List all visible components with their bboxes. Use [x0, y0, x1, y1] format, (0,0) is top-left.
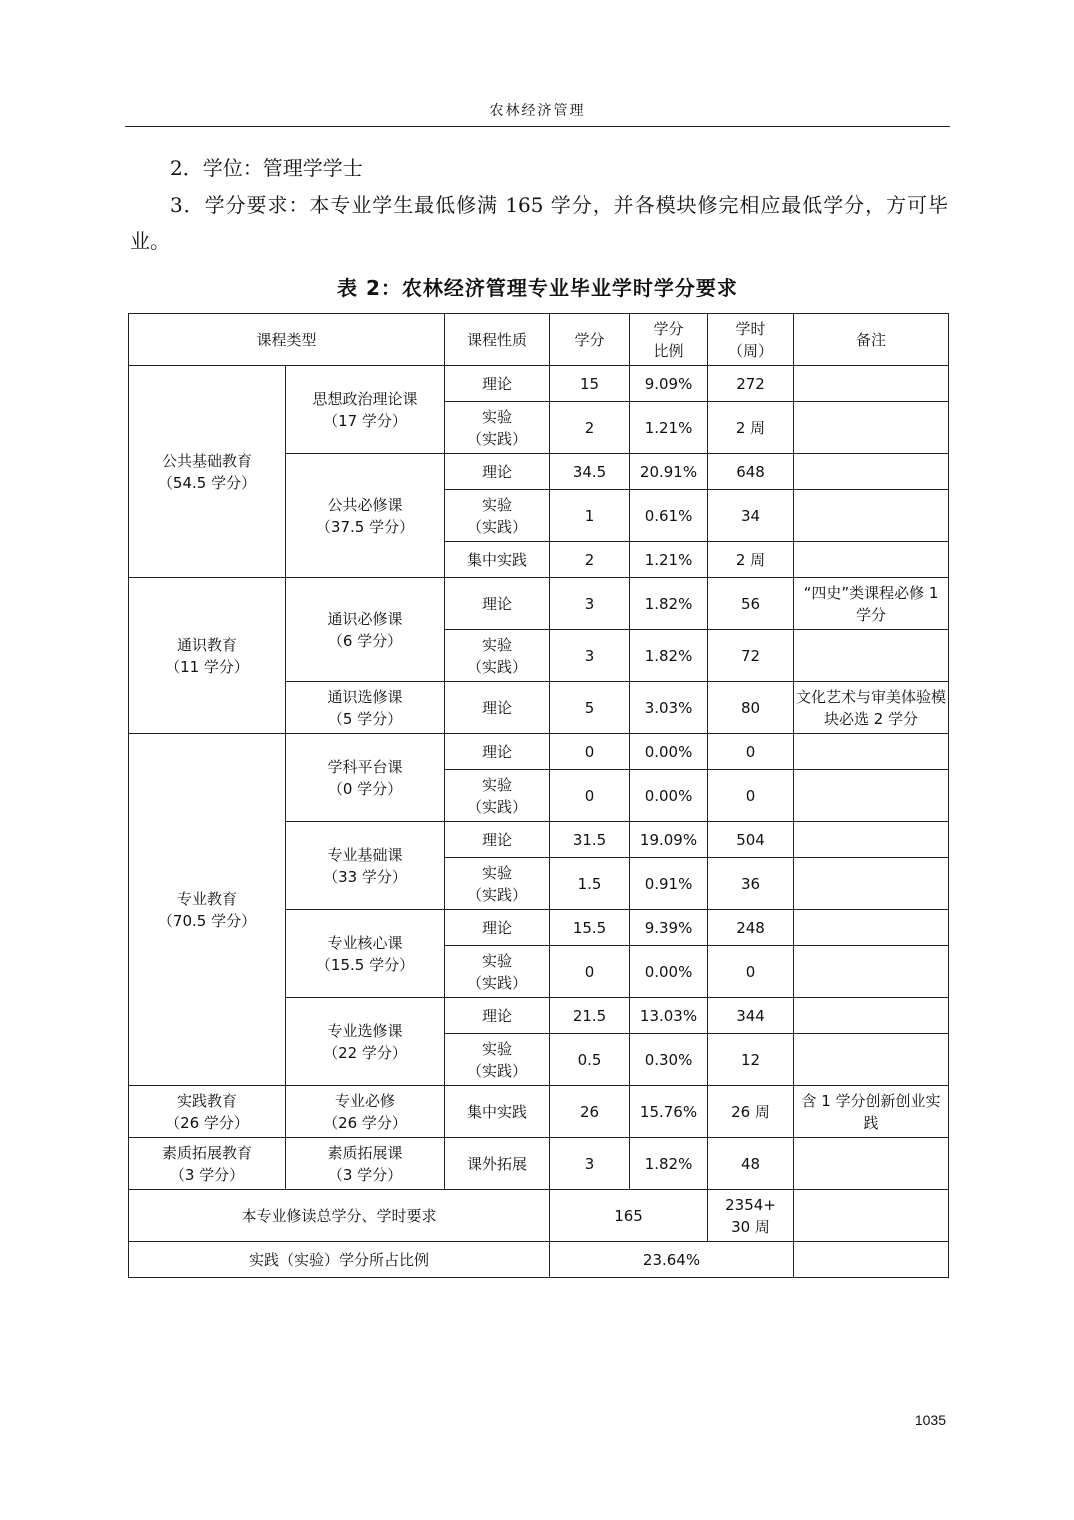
cell-credits: 0 [550, 770, 630, 822]
cell-ratio: 9.39% [630, 910, 708, 946]
cell-credits: 1.5 [550, 858, 630, 910]
cell-note: “四史”类课程必修 1 学分 [794, 578, 949, 630]
cell-nature: 理论 [445, 454, 550, 490]
cell-hours: 344 [708, 998, 794, 1034]
cell-ratio: 15.76% [630, 1086, 708, 1138]
cell-note [794, 490, 949, 542]
cell-note [794, 1034, 949, 1086]
cell-ratio: 20.91% [630, 454, 708, 490]
cell-credits: 21.5 [550, 998, 630, 1034]
totals-credits: 165 [550, 1190, 708, 1242]
cell-nature: 实验 （实践） [445, 402, 550, 454]
cell-nature: 课外拓展 [445, 1138, 550, 1190]
cell-nature: 理论 [445, 910, 550, 946]
cell-ratio: 0.00% [630, 770, 708, 822]
cell-credits: 3 [550, 578, 630, 630]
cell-note [794, 822, 949, 858]
sub-ideological-political: 思想政治理论课 （17 学分） [286, 366, 445, 454]
cell-ratio: 9.09% [630, 366, 708, 402]
practice-ratio-label: 实践（实验）学分所占比例 [129, 1242, 550, 1278]
cell-note [794, 910, 949, 946]
cell-ratio: 13.03% [630, 998, 708, 1034]
cell-nature: 实验 （实践） [445, 490, 550, 542]
running-header: 农林经济管理 [125, 96, 950, 127]
sub-major-elective: 专业选修课 （22 学分） [286, 998, 445, 1086]
cell-hours: 12 [708, 1034, 794, 1086]
cell-hours: 648 [708, 454, 794, 490]
cell-credits: 0.5 [550, 1034, 630, 1086]
cell-credits: 3 [550, 630, 630, 682]
cell-hours: 0 [708, 770, 794, 822]
totals-hours: 2354+ 30 周 [708, 1190, 794, 1242]
cell-credits: 0 [550, 734, 630, 770]
degree-paragraph: 2．学位：管理学学士 [170, 156, 363, 180]
cell-ratio: 1.82% [630, 630, 708, 682]
cell-nature: 理论 [445, 998, 550, 1034]
group-quality-extension: 素质拓展教育 （3 学分） [129, 1138, 286, 1190]
table-row [129, 578, 949, 630]
cell-note [794, 454, 949, 490]
cell-credits: 5 [550, 682, 630, 734]
cell-ratio: 0.30% [630, 1034, 708, 1086]
cell-nature: 实验 （实践） [445, 946, 550, 998]
cell-nature: 理论 [445, 822, 550, 858]
sub-discipline-platform: 学科平台课 （0 学分） [286, 734, 445, 822]
credit-requirements-table [128, 313, 949, 1278]
totals-note [794, 1190, 949, 1242]
credit-requirement-paragraph: 3．学分要求：本专业学生最低修满 165 学分，并各模块修完相应最低学分，方可毕业。 [130, 193, 948, 253]
cell-credits: 1 [550, 490, 630, 542]
cell-credits: 0 [550, 946, 630, 998]
cell-note [794, 858, 949, 910]
totals-label: 本专业修读总学分、学时要求 [129, 1190, 550, 1242]
cell-ratio: 1.21% [630, 542, 708, 578]
cell-hours: 0 [708, 734, 794, 770]
header-course-type: 课程类型 [129, 314, 445, 366]
cell-nature: 集中实践 [445, 1086, 550, 1138]
cell-note: 文化艺术与审美体验模块必选 2 学分 [794, 682, 949, 734]
cell-note [794, 770, 949, 822]
table-row [129, 1138, 949, 1190]
cell-nature: 理论 [445, 682, 550, 734]
cell-hours: 80 [708, 682, 794, 734]
cell-hours: 26 周 [708, 1086, 794, 1138]
table-row [129, 734, 949, 770]
cell-credits: 26 [550, 1086, 630, 1138]
cell-hours: 56 [708, 578, 794, 630]
cell-ratio: 3.03% [630, 682, 708, 734]
table-header-row [129, 314, 949, 366]
header-credits: 学分 [550, 314, 630, 366]
table-row [129, 1086, 949, 1138]
cell-hours: 272 [708, 366, 794, 402]
table-caption: 表 2：农林经济管理专业毕业学时学分要求 [337, 276, 738, 300]
cell-credits: 2 [550, 402, 630, 454]
cell-note [794, 998, 949, 1034]
cell-hours: 2 周 [708, 542, 794, 578]
sub-major-required: 专业必修 （26 学分） [286, 1086, 445, 1138]
cell-nature: 理论 [445, 578, 550, 630]
cell-nature: 实验 （实践） [445, 770, 550, 822]
cell-note [794, 1138, 949, 1190]
cell-ratio: 19.09% [630, 822, 708, 858]
cell-credits: 31.5 [550, 822, 630, 858]
header-course-nature: 课程性质 [445, 314, 550, 366]
group-practice-education: 实践教育 （26 学分） [129, 1086, 286, 1138]
cell-nature: 实验 （实践） [445, 630, 550, 682]
cell-credits: 34.5 [550, 454, 630, 490]
cell-ratio: 0.61% [630, 490, 708, 542]
cell-note: 含 1 学分创新创业实践 [794, 1086, 949, 1138]
cell-hours: 248 [708, 910, 794, 946]
group-public-basic: 公共基础教育 （54.5 学分） [129, 366, 286, 578]
sub-major-foundation: 专业基础课 （33 学分） [286, 822, 445, 910]
cell-hours: 36 [708, 858, 794, 910]
header-credit-ratio: 学分 比例 [630, 314, 708, 366]
cell-note [794, 402, 949, 454]
sub-public-required: 公共必修课 （37.5 学分） [286, 454, 445, 578]
cell-hours: 0 [708, 946, 794, 998]
cell-nature: 集中实践 [445, 542, 550, 578]
header-hours: 学时 （周） [708, 314, 794, 366]
cell-note [794, 366, 949, 402]
cell-nature: 理论 [445, 734, 550, 770]
table-row [129, 366, 949, 402]
sub-major-core: 专业核心课 （15.5 学分） [286, 910, 445, 998]
cell-note [794, 630, 949, 682]
cell-hours: 72 [708, 630, 794, 682]
totals-row [129, 1190, 949, 1242]
cell-note [794, 946, 949, 998]
group-general-education: 通识教育 （11 学分） [129, 578, 286, 734]
cell-hours: 2 周 [708, 402, 794, 454]
cell-ratio: 0.00% [630, 734, 708, 770]
cell-hours: 504 [708, 822, 794, 858]
cell-note [794, 734, 949, 770]
cell-hours: 48 [708, 1138, 794, 1190]
cell-credits: 3 [550, 1138, 630, 1190]
cell-nature: 实验 （实践） [445, 1034, 550, 1086]
cell-nature: 实验 （实践） [445, 858, 550, 910]
cell-nature: 理论 [445, 366, 550, 402]
cell-ratio: 1.82% [630, 1138, 708, 1190]
cell-ratio: 1.21% [630, 402, 708, 454]
cell-note [794, 542, 949, 578]
cell-credits: 15 [550, 366, 630, 402]
cell-ratio: 0.91% [630, 858, 708, 910]
sub-quality-course: 素质拓展课 （3 学分） [286, 1138, 445, 1190]
cell-credits: 2 [550, 542, 630, 578]
cell-ratio: 1.82% [630, 578, 708, 630]
practice-ratio-note [794, 1242, 949, 1278]
sub-general-required: 通识必修课 （6 学分） [286, 578, 445, 682]
practice-ratio-row [129, 1242, 949, 1278]
page-number: 1035 [914, 1412, 946, 1428]
cell-hours: 34 [708, 490, 794, 542]
cell-credits: 15.5 [550, 910, 630, 946]
practice-ratio-value: 23.64% [550, 1242, 794, 1278]
cell-ratio: 0.00% [630, 946, 708, 998]
group-major-education: 专业教育 （70.5 学分） [129, 734, 286, 1086]
header-notes: 备注 [794, 314, 949, 366]
sub-general-elective: 通识选修课 （5 学分） [286, 682, 445, 734]
